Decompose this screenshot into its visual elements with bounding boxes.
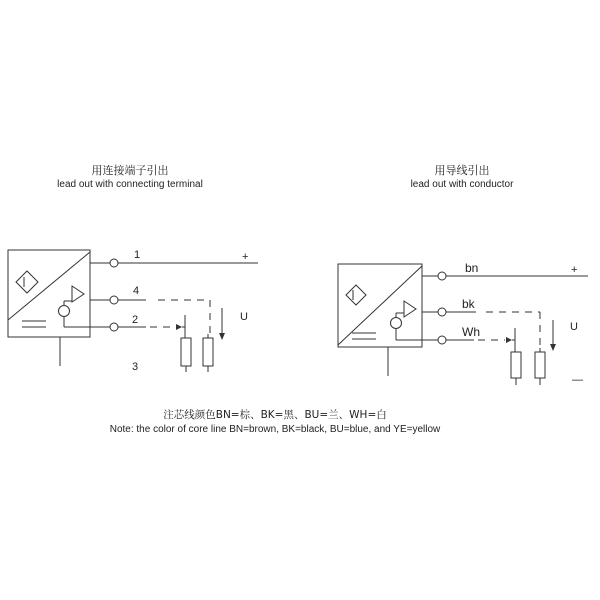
left-terminal-1	[110, 259, 118, 267]
right-arrow-icon	[506, 337, 512, 343]
right-voltage-arrowhead-icon	[550, 344, 556, 351]
right-minus-label: —	[572, 374, 583, 386]
left-load-resistor-1	[181, 338, 191, 366]
left-terminal-2	[110, 323, 118, 331]
left-plus-label: +	[242, 251, 249, 263]
left-terminal-label-1: 1	[134, 249, 141, 261]
right-terminal-bn	[438, 272, 446, 280]
left-amplifier-icon	[72, 286, 84, 302]
right-title-cn: 用导线引出	[434, 164, 490, 177]
left-arrow-icon	[176, 324, 182, 330]
right-sensor-diagonal	[338, 266, 422, 345]
left-terminal-label-3: 3	[132, 361, 139, 373]
right-amplifier-icon	[404, 301, 416, 317]
right-oscillator-icon	[391, 313, 439, 340]
left-title-cn: 用连接端子引出	[91, 164, 169, 177]
left-terminal-label-2: 2	[132, 314, 139, 326]
right-plus-label: +	[571, 264, 578, 276]
left-terminal-label-4: 4	[133, 285, 140, 297]
right-sensor-symbol-icon	[346, 285, 366, 305]
right-title-en: lead out with conductor	[410, 179, 514, 190]
left-sensor-symbol-icon	[16, 271, 38, 293]
right-wire-label-bn: bn	[465, 261, 479, 275]
left-diagram	[8, 163, 258, 373]
left-title-en: lead out with connecting terminal	[57, 179, 203, 190]
right-wire-label-bk: bk	[462, 297, 475, 311]
left-voltage-arrowhead-icon	[219, 333, 225, 340]
right-load-resistor-2	[535, 352, 545, 378]
left-load-resistor-2	[203, 338, 213, 366]
left-terminal-4	[110, 296, 118, 304]
right-terminal-wh	[438, 336, 446, 344]
right-load-resistor-1	[511, 352, 521, 378]
right-terminal-bk	[438, 308, 446, 316]
left-voltage-label: U	[240, 311, 248, 323]
note-en: Note: the color of core line BN=brown, BK=black, BU=blue, and YE=yellow	[109, 424, 441, 435]
right-voltage-label: U	[570, 321, 578, 333]
left-oscillator-icon	[59, 301, 111, 327]
left-sensor-body	[8, 250, 90, 337]
note-cn: 注芯线颜色BN=棕、BK=黑、BU=兰、WH=白	[163, 409, 387, 421]
right-diagram	[338, 163, 588, 386]
right-wire-label-wh: Wh	[462, 325, 480, 339]
